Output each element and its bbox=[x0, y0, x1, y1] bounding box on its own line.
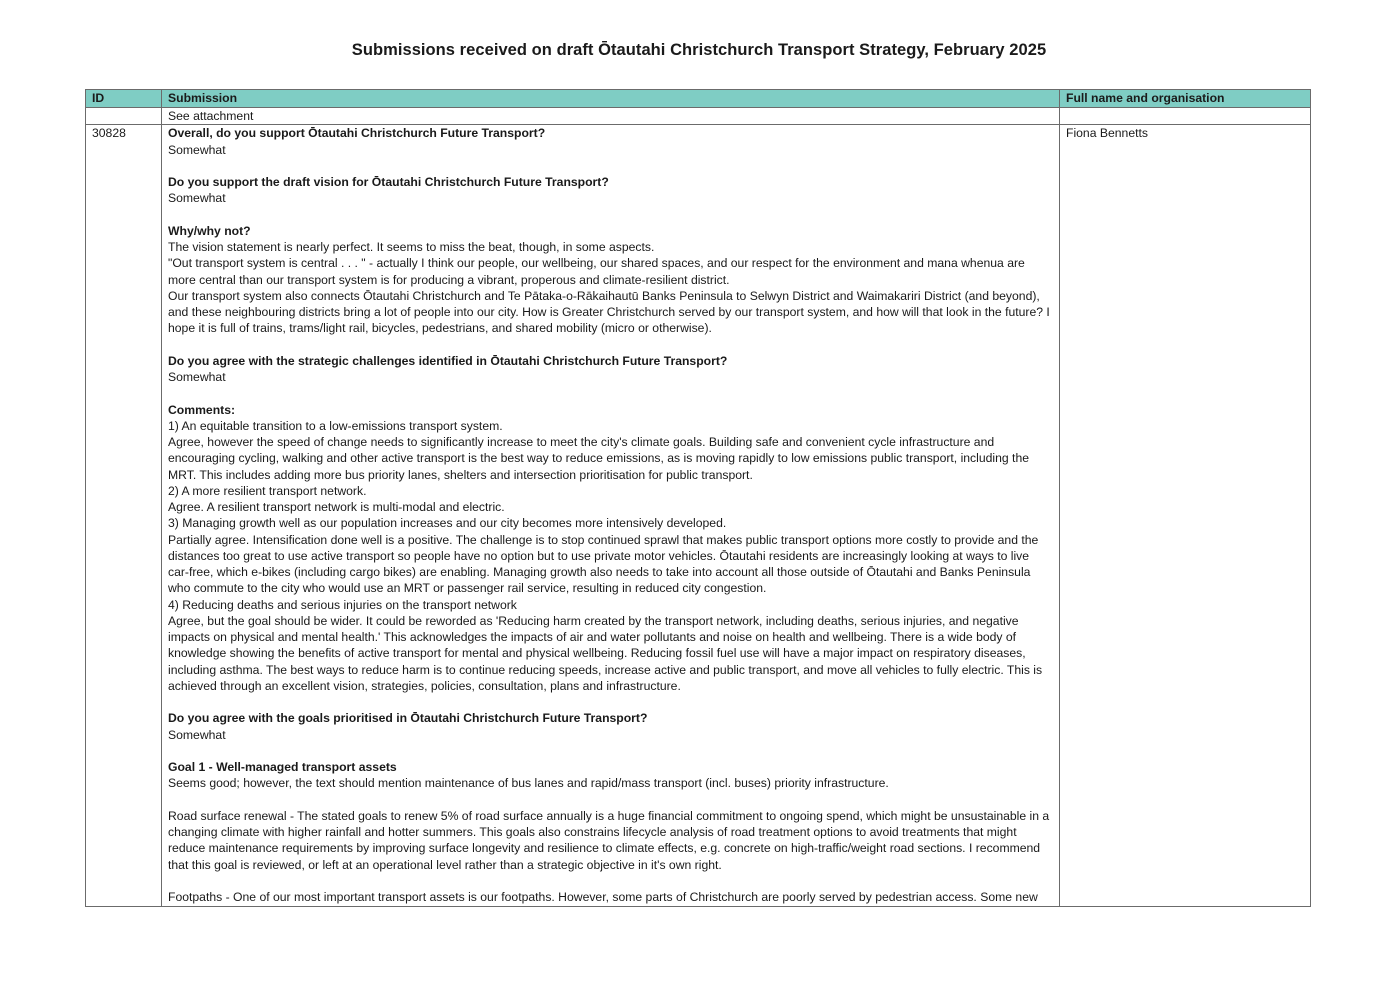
answer-paragraph: Agree, but the goal should be wider. It could be reworded as 'Reducing harm created by the transport network, including deaths, serious injuries, and negative impacts on physical and mental health.' This acknowledges the impacts of air and water pollutants and noise on health and wellbeing. There is a wide body of knowledge showing the benefits of active transport for mental and physical wellbeing. Reducing fossil fuel use will have a major impact on respiratory diseases, including asthma. The best ways to reduce harm is to continue reducing speeds, increase active and public transport, and move all vehicles to fully electric. This is achieved through an excellent vision, strategies, policies, consultation, plans and infrastructure. bbox=[168, 613, 1043, 693]
answer-paragraph: 4) Reducing deaths and serious injuries on the transport network bbox=[168, 597, 517, 612]
page-title: Submissions received on draft Ōtautahi Christchurch Transport Strategy, February 2025 bbox=[351, 41, 1047, 59]
header-id: ID bbox=[86, 90, 162, 108]
cell-name bbox=[1060, 108, 1311, 125]
question-heading: Do you agree with the goals prioritised in Ōtautahi Christchurch Future Transport? bbox=[168, 711, 648, 726]
question-heading: Comments: bbox=[168, 402, 236, 417]
answer-paragraph: Somewhat bbox=[168, 191, 226, 206]
paragraph-gap bbox=[168, 158, 1053, 174]
answer-paragraph: Agree, however the speed of change needs to significantly increase to meet the city's climate goals. Building safe and convenient cycle infrastructure and encouraging cycling, walking and other active transport is the best way to reduce emissions, as is moving rapidly to low emissions public transport, including the MRT. This includes adding more bus priority lanes, shelters and intersection prioritisation for public transport. bbox=[168, 435, 1030, 482]
answer-paragraph: Agree. A resilient transport network is multi-modal and electric. bbox=[168, 500, 505, 514]
cell-name: Fiona Bennetts bbox=[1060, 125, 1311, 907]
question-heading: Overall, do you support Ōtautahi Christchurch Future Transport? bbox=[168, 126, 546, 141]
cell-submission: See attachment bbox=[162, 108, 1060, 125]
answer-paragraph: 1) An equitable transition to a low-emissions transport system. bbox=[168, 418, 503, 433]
question-heading: Why/why not? bbox=[168, 223, 251, 238]
answer-paragraph: Seems good; however, the text should mention maintenance of bus lanes and rapid/mass transport (incl. buses) priority infrastructure. bbox=[168, 776, 889, 791]
answer-paragraph: Somewhat bbox=[168, 142, 226, 157]
header-submission: Submission bbox=[162, 90, 1060, 108]
answer-paragraph: 2) A more resilient transport network. bbox=[168, 483, 367, 498]
paragraph-gap bbox=[168, 694, 1053, 710]
cell-id bbox=[86, 108, 162, 125]
answer-paragraph: Somewhat bbox=[168, 727, 226, 742]
answer-paragraph: Road surface renewal - The stated goals to renew 5% of road surface annually is a huge financial commitment to ongoing spend, which might be unsustainable in a changing climate with higher rainfall and hotter summers. This goals also constrains lifecycle analysis of road treatment options to avoid treatments that might reduce maintenance requirements by improving surface longevity and resilience to climate effects, e.g. concrete on high-traffic/weight road sections. I recommend that this goal is reviewed, or left at an operational level rather than a strategic objective in it's own right. bbox=[168, 808, 1050, 872]
table-header-row bbox=[86, 90, 1311, 108]
cell-submission bbox=[162, 125, 1060, 907]
paragraph-gap bbox=[168, 873, 1053, 889]
answer-paragraph: "Out transport system is central . . . " - actually I think our people, our wellbeing, our shared spaces, and our respect for the environment and mana whenua are more central than our transport system is for producing a vibrant, properous and climate-resilient district. bbox=[168, 256, 1025, 287]
paragraph-gap bbox=[168, 792, 1053, 808]
table-row-attachment bbox=[86, 108, 1311, 125]
answer-paragraph: Our transport system also connects Ōtautahi Christchurch and Te Pātaka-o-Rākaihautū Banks Peninsula to Selwyn District and Waimakariri District (and beyond), and these neighbouring districts bring a lot of people into our city. How is Greater Christchurch served by our transport system, and how will that look in the future? I hope it is full of trains, trams/light rail, bicycles, pedestrians, and shared mobility (micro or otherwise). bbox=[168, 288, 1050, 336]
submissions-table bbox=[85, 89, 1311, 907]
question-heading: Do you agree with the strategic challenges identified in Ōtautahi Christchurch Future Transport? bbox=[168, 353, 728, 368]
submission-text bbox=[168, 125, 1053, 906]
answer-paragraph: 3) Managing growth well as our population increases and our city becomes more intensively developed. bbox=[168, 516, 727, 531]
header-name-organisation: Full name and organisation bbox=[1060, 90, 1311, 108]
answer-paragraph: The vision statement is nearly perfect. It seems to miss the beat, though, in some aspects. bbox=[168, 240, 655, 254]
paragraph-gap bbox=[168, 743, 1053, 759]
cell-id: 30828 bbox=[86, 125, 162, 907]
answer-paragraph: Somewhat bbox=[168, 370, 226, 384]
paragraph-gap bbox=[168, 385, 1053, 401]
paragraph-gap bbox=[168, 207, 1053, 223]
table-row-submission bbox=[86, 125, 1311, 907]
question-heading: Goal 1 - Well-managed transport assets bbox=[168, 760, 397, 774]
answer-paragraph: Footpaths - One of our most important transport assets is our footpaths. However, some parts of Christchurch are poorly served by pedestrian access. Some new bbox=[168, 890, 1038, 904]
answer-paragraph: Partially agree. Intensification done well is a positive. The challenge is to stop continued sprawl that makes public transport options more costly to provide and the distances too great to use active transport so people have no option but to use private motor vehicles. Ōtautahi residents are increasingly looking at ways to live car-free, which e-bikes (including cargo bikes) are enabling. Managing growth also needs to take into account all those outside of Ōtautahi and Banks Peninsula who commute to the city who would use an MRT or passenger rail service, resulting in reduced city congestion. bbox=[168, 532, 1039, 596]
paragraph-gap bbox=[168, 337, 1053, 353]
question-heading: Do you support the draft vision for Ōtautahi Christchurch Future Transport? bbox=[168, 175, 609, 189]
